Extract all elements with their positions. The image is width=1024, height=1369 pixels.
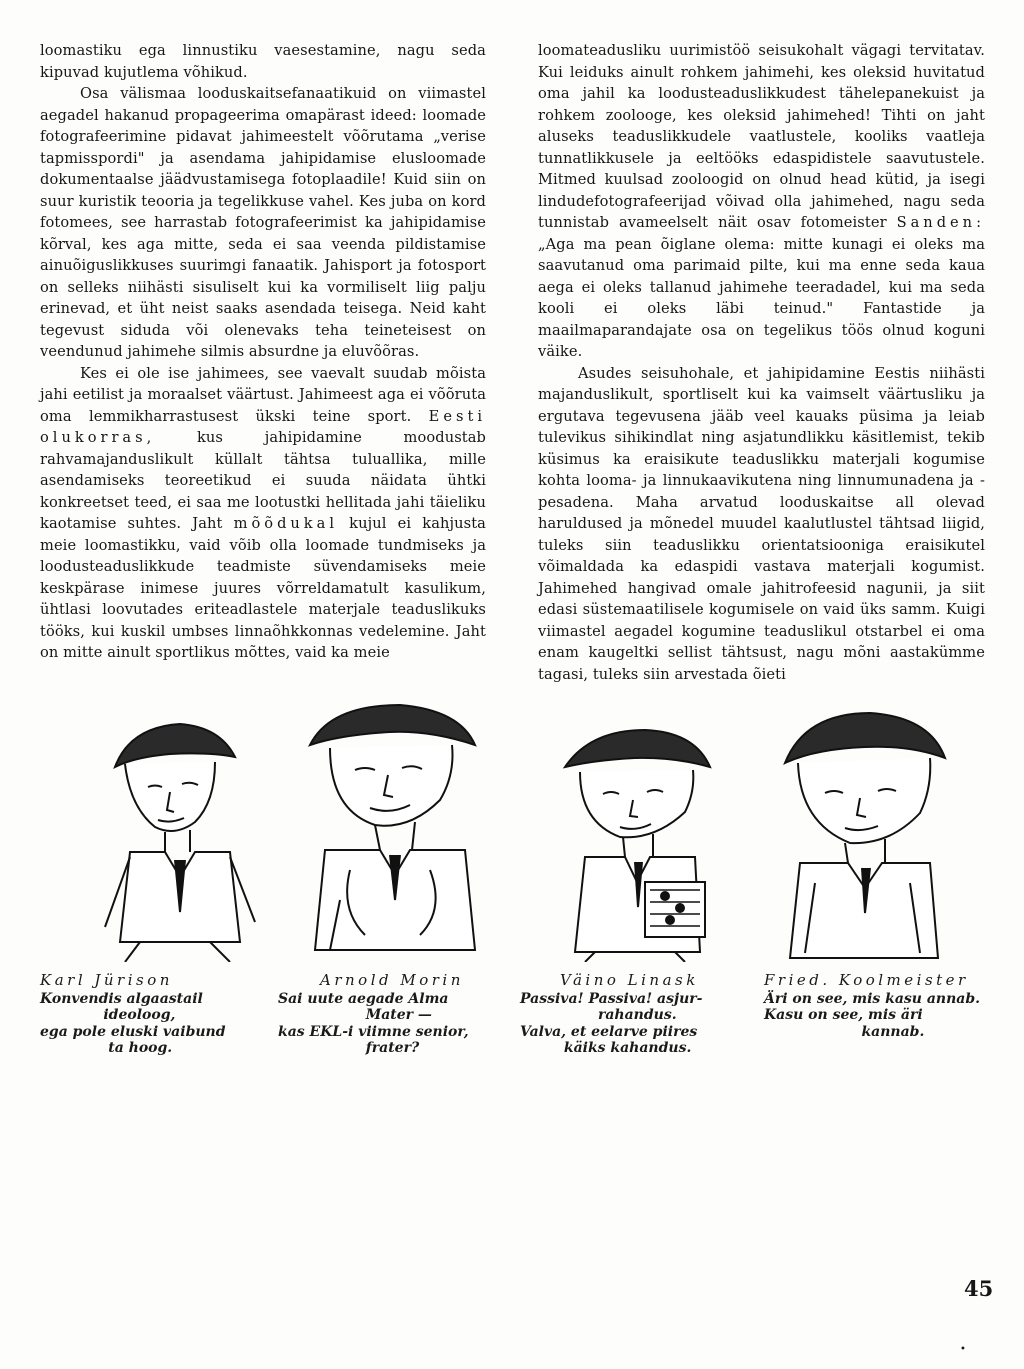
- paragraph: loomastiku ega linnustiku vaesestamine, nagu seda kipuvad kujutlema võhikud.: [40, 42, 486, 81]
- caption-line: ega pole eluski vaibund: [40, 1023, 226, 1040]
- caption-name: Arnold Morin: [320, 971, 464, 989]
- caption-line: ideoloog,: [40, 1007, 176, 1023]
- paragraph: [538, 40, 985, 363]
- caption-name: Väino Linask: [560, 971, 699, 989]
- caption-line: ta hoog.: [40, 1040, 173, 1056]
- article-left-column: [40, 40, 486, 664]
- page-number: 45: [964, 1276, 994, 1301]
- text-run: loomateadusliku uurimistöö seisukohalt vägagi tervitatav. Kui leiduks ainult rohkem jahimehi, kes oleksid huvitatud oma jahil ka loodusteaduslikkudest tähelepanekuist ja rohkem zoolooge, kes oleksid jahimehed! Tihti on jaht aluseks teaduslikkudele vaatlustele, kooliks vaatleja tunnatlikkusele ja eeltööks edaspidistele saavutustele. Mitmed kuulsad zooloogid on olnud head kütid, ja isegi lindudefotografeerijad võivad olla jahimehed, nagu seda tunnistab avameelselt näit osav fotomeister: [538, 42, 985, 231]
- text-run: kus jahipidamine moodustab rahvamajanduslikult küllalt tähtsa tuluallika, mille asendamiseks teoreetikud ei suuda näidata ühtki konkreetset teed, ei saa me lootustki hellitada jahi täieliku kaotamise suhtes. Jaht: [40, 429, 486, 532]
- caricature-arnold-morin: [290, 700, 490, 960]
- caption-line: Sai uute aegade Alma: [278, 990, 449, 1007]
- caption-line: Kasu on see, mis äri: [764, 1007, 923, 1023]
- caption-name: Karl Jürison: [40, 971, 173, 989]
- footer-mark: •: [960, 1344, 966, 1355]
- caption-line: käiks kahandus.: [520, 1040, 692, 1056]
- caption-line: kas EKL-i viimne senior,: [278, 1023, 469, 1040]
- text-run: kujul ei kahjusta meie loomastikku, vaid võib olla loomade tundmiseks ja loodusteaduslikkude teadmiste süvendamiseks meie keskpärase inimese juures võrreldamatult kasulikum, ühtlasi loovutades eriteadlastele materjale teaduslikuks tööks, kui kuskil umbses linnaõhkkonnas vedelemine. Jaht on mitte ainult sportlikus mõttes, vaid ka meie: [40, 515, 486, 661]
- text-run: Kes ei ole ise jahimees, see vaevalt suudab mõista jahi eetilist ja moraalset väärtust. Jahimeest aga ei võõruta oma lemmikharrastusest ükski teine sport.: [40, 364, 486, 425]
- emphasis-text: Eesti olukorras,: [40, 407, 486, 446]
- caricature-fried-koolmeister: [760, 703, 960, 963]
- paragraph: Osa välismaa looduskaitsefanaatikuid on viimastel aegadel hakanud propageerima omapärast ideed: loomade fotografeerimine pidavat jahimeestelt võõrutama „verise tapmisspordi" ja asendama jahipidamise elusloomade dokumentaalse jäädvustamisega fotoplaadile! Kuid siin on suur kuristik teooria ja tegelikkuse vahel. Kes juba on kord fotomees, see harrastab fotografeerimist ka jahipidamise kõrval, kes aga mitte, seda ei saa veenda pildistamise ainuõiguslikkuses suurimgi fanaatik. Jahisport ja fotosport on selleks niihästi sisuliselt kui ka vormiliselt liig palju erinevad, et üht neist saaks asendada teisega. Neid kaht tegevust siduda või olenevaks teha teineteisest on veendunud jahimehe silmis absurdne ja eluvõõras.: [40, 85, 486, 360]
- text-run: „Aga ma pean õiglane olema: mitte kunagi ei oleks ma saavutanud oma parimaid pilte, kui ma enne seda kaua aega ei oleks tallanud jahimehe teeradadel, kui ma seda kooli ei oleks läbi teinud." Fantastide ja maailmaparandajate osa on tegelikus töös olnud koguni väike.: [538, 235, 985, 360]
- caption-line: kannab.: [764, 1023, 925, 1040]
- caption-fried-koolmeister: [764, 972, 996, 1040]
- paragraph: Asudes seisuhohale, et jahipidamine Eestis niihästi majanduslikult, sportliselt kui ka vaimselt väärtusliku ja ergutava tegevusena jääb veel kauaks püsima ja leiab tulevikus sihikindlat ning asjatundlikku käsitlemist, tekib küsimus ka eraisikute teaduslikku materjali kogumise kohta looma- ja linnukaavikutena ning linnumunadena ja -pesadena. Maha arvatud looduskaitse all olevad haruldused ja mõnedel muudel kaalutlustel tähtsad liigid, tuleks siin teaduslikku orientatsiooniga eraisikutel võimaldada ka edaspidi vastava materjali kogumist. Jahimehed hangivad omale jahitrofeesid nagunii, ja siit edasi süstemaatilisele kogumisele on vaid üks samm. Kuigi viimastel aegadel kogumine teaduslikul otstarbel ei oma enam kaugeltki sellist tähtsust, nagu mõni aastakümme tagasi, tuleks siin arvestada õieti: [538, 364, 985, 683]
- caption-line: Passiva! Passiva! asjur-: [520, 990, 703, 1007]
- caricature-karl-jurison: [70, 712, 270, 962]
- caption-name: Fried. Koolmeister: [764, 971, 969, 989]
- caption-line: frater?: [278, 1040, 420, 1056]
- paragraph: [40, 363, 486, 664]
- caption-line: Konvendis algaastail: [40, 990, 203, 1007]
- article-right-column: [538, 40, 985, 685]
- caption-line: Mater —: [278, 1007, 432, 1023]
- caption-arnold-morin: [278, 972, 508, 1057]
- caption-karl-jurison: [40, 972, 270, 1057]
- caption-line: Valva, et eelarve piires: [520, 1023, 698, 1040]
- caption-line: Äri on see, mis kasu annab.: [764, 990, 981, 1007]
- caption-vaino-linask: [520, 972, 755, 1057]
- emphasis-text: mõõdukal: [233, 515, 339, 532]
- caricature-vaino-linask: [535, 712, 735, 962]
- emphasis-text: Sanden:: [896, 214, 985, 231]
- caption-line: rahandus.: [520, 1007, 677, 1023]
